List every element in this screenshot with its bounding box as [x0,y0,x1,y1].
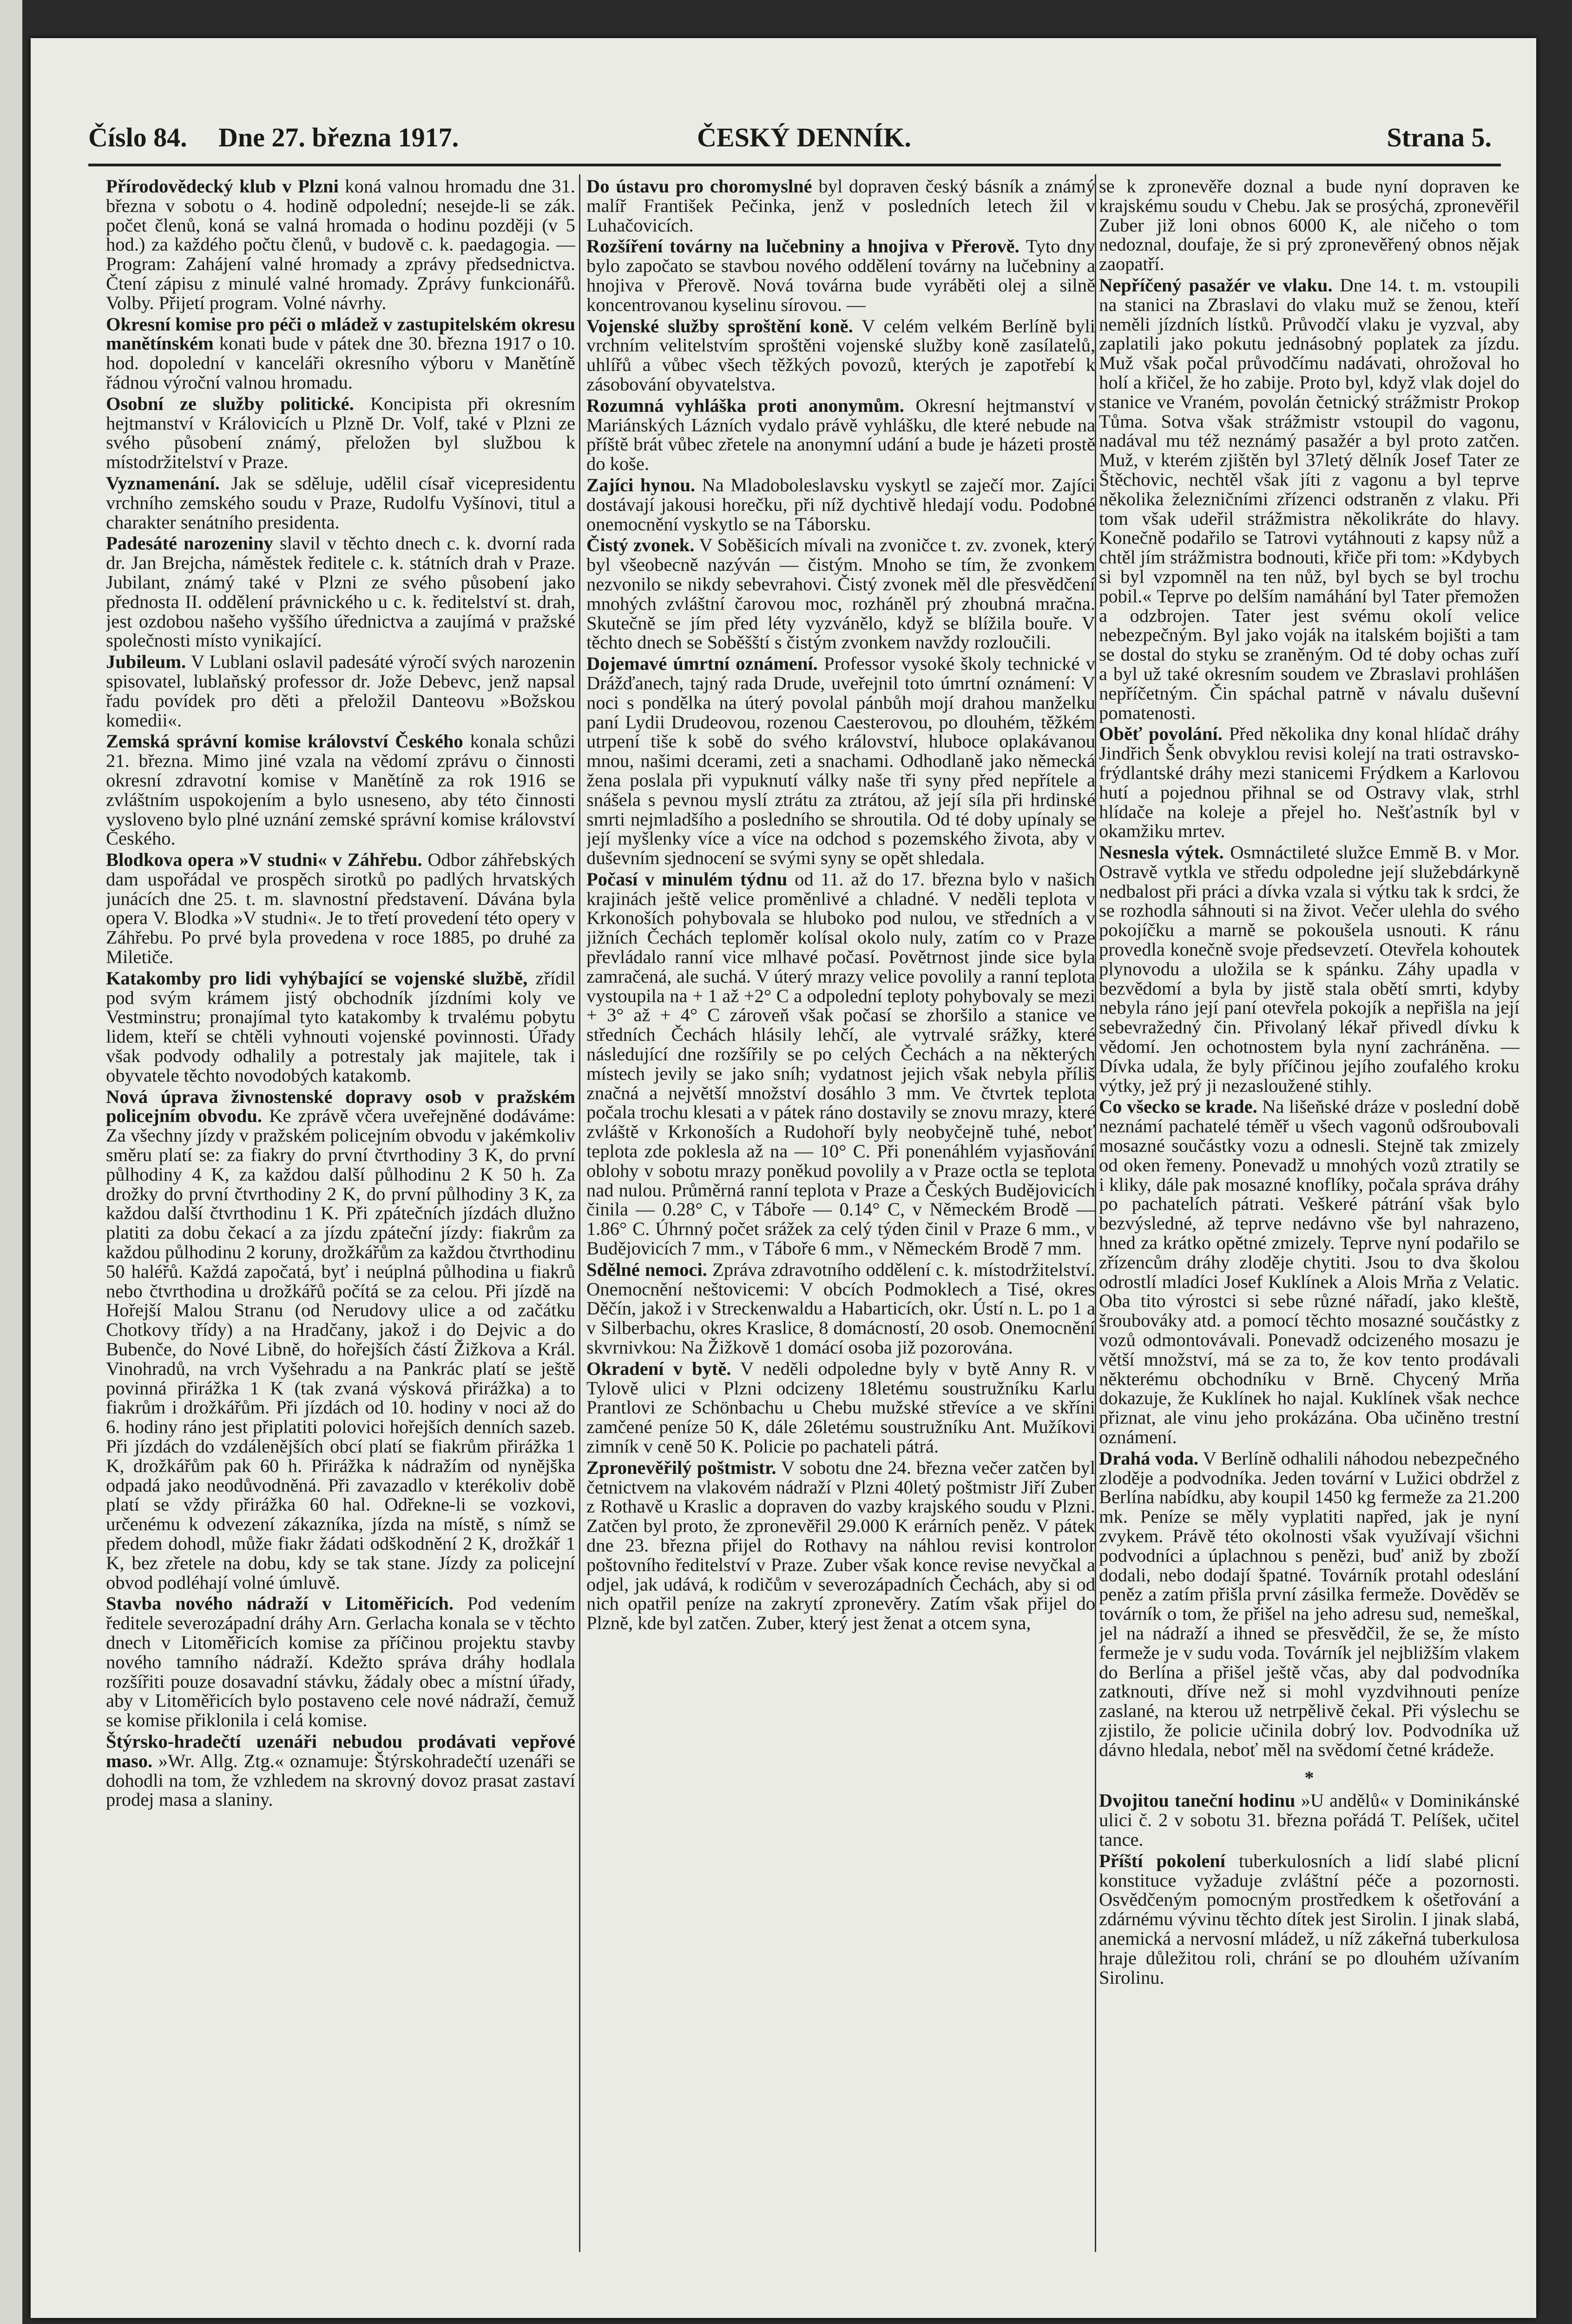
article [586,1359,1095,1456]
article [106,177,575,313]
article [106,394,575,472]
article-body: Osmnáctileté služce Emmě B. v Mor. Ostravě vytkla ve středu odpoledne její služebdárkyně nedbalost při práci a dívka vzala si výtku tak k srdci, že se rozhodla sáhnouti si na život. Večer ulehla do svého pokojíčku a marně se pokoušela usnouti. K ránu provedla konečně svoje předsevzetí. Otevřela kohoutek plynovodu a uložila se k spánku. Záhy upadla v bezvědomí a byla by jistě stala obětí smrti, kdyby nebyla ráno její paní otevřela pokojík a nepřišla na její sebevražedný čin. Přivolaný lékař přivedl dívku k vědomí. Jen ochotnostem byla nyní zachráněna. — Dívka udala, že byly příčinou jejího zoufalého kroku výtky, jež prý ji nezasloužené stihly. [1099,842,1519,1096]
issue-number: Číslo 84. [88,122,187,152]
article [106,969,575,1085]
article-headline: Čistý zvonek. [586,535,695,556]
article [106,1087,575,1592]
article [1099,1791,1519,1849]
masthead-title: ČESKÝ DENNÍK. [697,122,911,152]
article-body: Odbor záhřebských dam uspořádal ve prospěch sirotků po padlých hrvatských junácích dne 25. t. m. slavnostní představení. Dávána byla opera V. Blodka »V studni«. Je to třetí provedení této opery v Záhřebu. Po prvé byla provedena v roce 1885, po druhé za Miletiče. [106,849,575,968]
article-body: byl dopraven český básník a známý malíř František Pečinka, jenž v posledních letech žil v Luhačovicích. [586,177,1095,236]
article [106,850,575,967]
article-body: se k zpronevěře doznal a bude nyní dopraven ke krajskému soudu v Chebu. Jak se prosýchá, zpronevěřil Zuber již loni obnos 6000 K, ale ničeho o tom nedoznal, doufaje, že si prý zpronevěřený obnos nějak zaopatří. [1099,177,1519,275]
article-body: Koncipista při okresním hejtmanství v Královicích u Plzně Dr. Volf, také v Plzni ze svého působení známý, přeložen byl službou k místodržitelství v Praze. [106,393,575,473]
article-body: konati bude v pátek dne 30. března 1917 o 10. hod. dopolední v kanceláři okresního výboru v Manětíně řádnou výroční valnou hromadu. [106,333,575,393]
article-body: tuberkulosních a lidí slabé plicní konstituce vyžaduje zvláštní péče a pozornosti. Osvědčeným pomocným prostředkem k ošetřování a zdárnému vývinu těchto dítek jest Sirolin. I jinak slabá, anemická a nervosní mládež, u níž zákeřná tuberkulosa hraje důležitou roli, chrání se po dlouhém užívaním Sirolinu. [1099,1850,1519,1988]
article-body: od 11. až do 17. března bylo v našich krajinách ještě velice proměnlivé a chladné. V neděli teplota v Krkonoších pohybovala se hluboko pod nulou, ve středních a v jižních Čechách teploměr kolísal okolo nuly, zatím co v Praze převládalo ranní vice mlhavé počasí. Povětrnost jinde sice byla zamračená, ale suchá. V úterý mrazy velice povolily a ranní teplota vystoupila na + 1 až +2° C a odpolední teploty pohybovaly se mezi + 3° až + 4° C zároveň však počasí se zhoršilo a stanice ve středních Čechách hlásily lehčí, ale vytrvalé srážky, které následující dne rozšířily se po celých Čechách a na některých místech jevily se jako sníh; vydatnost jejich však nebyla příliš značná a největší množství dosáhlo 3 mm. Ve čtvrtek teplota počala trochu klesati a v pátek ráno dostavily se znovu mrazy, které zvláště v Krkonoších a Rudohoří byly neobyčejně tuhé, neboť teplota zde poklesla až na — 10° C. Při ponenáhlém vyjasňování oblohy v sobotu mrazy poněkud povolily a v Praze octla se teplota nad nulou. Průměrná ranní teplota v Praze a Českých Budějovicích činila — 0.28° C, v Táboře — 0.14° C, v Německém Brodě — 1.86° C. Úhrnný počet srážek za celý týden činil v Praze 6 mm., v Budějovicích 7 mm., v Táboře 6 mm., v Německém Brodě 7 mm. [586,868,1095,1259]
article [1099,724,1519,841]
article [106,1594,575,1730]
article-headline: Dojemavé úmrtní oznámení. [586,653,818,674]
article [586,237,1095,314]
article-headline: Blodkova opera »V studni« v Záhřebu. [106,849,422,871]
article [586,1260,1095,1357]
article-body: Jak se sděluje, udělil císař vicepresidentu vrchního zemského soudu v Praze, Rudolfu Vyšínovi, titul a charakter senátního presidenta. [106,472,575,533]
article-headline: Štýrsko-hradečtí uzenáři nebudou prodávati vepřové maso. [106,1730,575,1771]
article-body: Tyto dny bylo započato se stavbou nového oddělení továrny na lučebniny a hnojiva v Přerově. Nová továrna bude vyráběti olej a silně koncentrovanou kyselinu sírovou. — [586,236,1095,315]
article [1099,276,1519,722]
article [1099,1097,1519,1446]
article-headline: Počasí v minulém týdnu [586,868,788,890]
article [106,534,575,650]
article-headline: Zpronevěřilý poštmistr. [586,1457,776,1478]
article-body: slavil v těchto dnech c. k. dvorní rada dr. Jan Brejcha, náměstek ředitele c. k. státních drah v Praze. Jubilant, známý také v Plzni ze svého působení jako přednosta II. oddělení právnického u c. k. ředitelství st. drah, jest ozdobou našeho vyššího úřednictva a zaujímá v pražské společnosti místo vynikající. [106,533,575,651]
article-body: konala schůzi 21. března. Mimo jiné vzala na vědomí zprávu o činnosti okresní zdravotní komise v Manětíně za rok 1916 se zvláštním uspokojením a bylo usneseno, aby této činnosti vysloveno bylo plné uznání zemské správní komise království Českého. [106,731,575,849]
article-headline: Sdělné nemoci. [586,1259,707,1280]
article-headline: Padesáté narozeniny [106,533,273,554]
column-3 [1099,177,1519,2250]
article-headline: Přírodovědecký klub v Plzni [106,177,339,197]
article [106,315,575,392]
issue-date: Dne 27. března 1917. [218,122,459,152]
article-headline: Příští pokolení [1099,1850,1225,1871]
article-headline: Katakomby pro lidi vyhýbající se vojenské službě, [106,967,528,989]
article [106,732,575,848]
article [1099,177,1519,274]
article-body: »Wr. Allg. Ztg.« oznamuje: Štýrskohradečtí uzenáři se dohodli na tom, že vzhledem na skrovný dovoz prasat zastaví prodej masa a slaniny. [106,1750,575,1810]
column-1 [106,177,575,2250]
article [586,396,1095,474]
article [1099,1449,1519,1760]
article-body: Okresní hejtmanství v Mariánských Lázních vydalo právě vyhlášku, dle které nebude na příště brát vůbec zřetele na anonymní udání a bude je házeti prostě do koše. [586,395,1095,475]
article-headline: Nepříčený pasažér ve vlaku. [1099,274,1333,296]
article-headline: Nová úprava živnostenské dopravy osob v pražském policejním obvodu. [106,1086,575,1127]
article-body: Na lišeňské dráze v poslední době neznámí pachatelé téměř u všech vagonů odšroubovali mosazné součástky vozu a odnesli. Stejně tak zmizely od oken řemeny. Ponevadž u mnohých vozů ztratily se i kliky, dále pak mosazné knoflíky, počala správa dráhy po pachatelích pátrati. Veškeré pátrání však bylo bezvýsledné, až teprve nedávno vše byl nahrazeno, hned za krátko opětné zmizely. Teprve nyní podařilo se zřízencům dráhy zloděje chytiti. Jsou to dva školou odrostlí mladíci Josef Kuklínek a Alois Mrňa z Velatic. Oba tito výrostci si sebe různé nářadí, jako kleště, šroubováky atd. a pomocí těchto mosazné součástky z vozů odmontovávali. Ponevadž odcizeného mosazu je větší množství, má se za to, že kov tento prodávali některému obchodníku v Brně. Chycený Mrňa dokazuje, že Kuklínek ho najal. Kuklínek však nechce přiznat, ale vinu jeho prokázána. Oba učiněno trestní oznámení. [1099,1096,1519,1447]
article-body: Na Mladoboleslavsku vyskytl se zaječí mor. Zajíci dostávají jakousi horečku, při níž dychtivě hledají vodu. Podobné onemocnění vyskytlo se na Táborsku. [586,474,1095,535]
article [586,317,1095,394]
article-body: Pod vedením ředitele severozápadní dráhy Arn. Gerlacha konala se v těchto dnech v Litoměřicích komise za příčinou projektu stavby nového tamního nádraží. Kdežto správa dráhy hodlala rozšířiti pouze dosavadní stávku, žádaly obec a místní úřady, aby v Litoměřicích bylo postaveno cele nové nádraží, čemuž se komise přiklonila i celá komise. [106,1593,575,1731]
article [586,870,1095,1258]
article-body: V sobotu dne 24. března večer zatčen byl četnictvem na vlakovém nádraží v Plzni 40letý poštmistr Jiří Zuber z Rothavě u Kraslic a dopraven do vazby krajského soudu v Plzni. Zatčen byl proto, že zpronevěřil 29.000 K erárních peněz. V pátek dne 23. března přijel do Rothavy na náhlou revisi kontrolor poštovního ředitelství v Praze. Zuber však konce revise nevyčkal a odjel, jak udává, k rodičům v severozápadních Čechách, aby si od nich opatřil peníze na zakrytí zpronevěry. Zatím však přijel do Plzně, kde byl zatčen. Zuber, který jest ženat a otcem syna, [586,1457,1095,1634]
page-header [88,122,1501,164]
column-2 [586,177,1095,2250]
article-headline: Rozumná vyhláška proti anonymům. [586,395,904,416]
article [586,654,1095,868]
article-headline: Dvojitou taneční hodinu [1099,1790,1296,1811]
article [106,474,575,532]
column-divider [579,174,580,2252]
article [586,535,1095,652]
article-body: »U andělů« v Dominikánské ulici č. 2 v sobotu 31. března pořádá T. Pelíšek, učitel tance. [1099,1790,1519,1850]
article-headline: Jubileum. [106,651,186,673]
article-body: zřídil pod svým krámem jistý obchodník jízdními koly ve Vestminstru; pronajímal tyto katakomby k trvalému pobytu lidem, kteří se chtěli vyhnouti vojenské povinnosti. Úřady však podvody odhalily a potrestaly jak majitele, tak i obyvatele těchto novodobých katakomb. [106,967,575,1086]
article-body: Professor vysoké školy technické v Drážďanech, tajný rada Drude, uveřejnil toto úmrtní oznámení: V noci s pondělka na úterý povolal pánbůh mojí drahou manželku paní Lydii Drudeovou, rozenou Caesterovou, po dlouhém, těžkém utrpení tiše k sobě do svého království, hluboce oplakávanou mnou, našimi dcerami, zeti a snachami. Odhodlaně jako německá žena poslala při vypuknutí války naše tři syny před nepřítele a snášela s pevnou myslí ztrátu za ztrátou, až její síla při hrdinské smrti nejmladšího a posledního se shroutila. Od té doby upínaly se její myšlenky více a více na odchod s pozemského života, aby v duševním sjednocení se svými syny se opět shledala. [586,653,1095,869]
article-headline: Nesnesla výtek. [1099,842,1224,863]
article [586,177,1095,235]
article-headline: Oběť povolání. [1099,723,1223,745]
article-headline: Stavba nového nádraží v Litoměřicích. [106,1593,454,1614]
article-headline: Vyznamenání. [106,472,220,494]
article-body: V Berlíně odhalili náhodou nebezpečného zloděje a podvodníka. Jeden tovární v Lužici obdržel z Berlína nabídku, aby koupil 1450 kg fermeže za 21.200 mk. Peníze se měly vyplatiti napřed, jak je nyní zvykem. Právě této okolnosti však využívají všichni podvodníci a úplachnou s penězi, buď aniž by zboží dodali, nebo dodají špatné. Továrník protahl odeslání peněz a zatím přišla první zásilka fermeže. Dověděv se továrník o tom, že přišel na jeho adresu sud, nemeškal, jel na nádraží a ihned se přesvědčil, že se, že místo fermeže je v sudu voda. Továrník jel nejbližším vlakem do Berlína a přišel ještě včas, aby dal podvodníka zatknouti, dříve než si mohl vyzdvihnouti peníze zaslané, na kterou už netrpělivě čekal. Při výslechu se zjistilo, že policie učinila dobrý lov. Podvodníka už dávno hledala, neboť měl na svědomí četné krádeže. [1099,1447,1519,1760]
header-rule [88,164,1501,166]
article [586,1458,1095,1633]
article-body: V Lublani oslavil padesáté výročí svých narozenin spisovatel, lublaňský professor dr. Jože Debevc, jenž napsal řadu povídek pro děti a přeložil Danteovu »Božskou komedii«. [106,651,575,731]
page-number: Strana 5. [1387,122,1492,152]
article-body: Dne 14. t. m. vstoupili na stanici na Zbraslavi do vlaku muž se ženou, kteří neměli jízdních lístků. Průvodčí vlaku je vyzval, aby zaplatili jako pokutu jednásobný poplatek za jízdu. Muž však počal průvodčímu nadávati, ohrožoval ho holí a křičel, že ho zabije. Proto byl, když vlak dojel do stanice ve Vraném, povolán četnický strážmistr Prokop Tůma. Sotva však strážmistr vstoupil do vagonu, nadával mu též neznámý pasažér a byl proto zatčen. Muž, v kterém zjištěn byl 37letý dělník Josef Tater ze Štěchovic, nechtěl však jíti z vagonu a byl teprve několika železničními zřízenci odstraněn z vlaku. Při tom však udeřil strážmistra několikráte do hlavy. Konečně podařilo se Tatrovi vytáhnouti z kapsy nůž a chtěl jím strážmistra bodnouti, křiče při tom: »Kdybych si byl vzpomněl na ten nůž, byl bych se byl trochu pobil.« Teprve po delším namáhání byl Tater přemožen a odzbrojen. Tater jest svému okolí velice nebezpečným. Byl jako voják na italském bojišti a tam se dostal do styku se zraněným. Od té doby ochas zuří a byl už také okresním soudem ve Zbraslavi prohlášen nepříčetným. Čin spáchal patrně v návalu duševní pomatenosti. [1099,274,1519,723]
article [106,652,575,730]
scan-edge [0,0,22,2324]
article-headline: Rozšíření továrny na lučebniny a hnojiva v Přerově. [586,236,1019,257]
article-body: koná valnou hromadu dne 31. března v sobotu o 4. hodině odpolední; nesejde-li se zák. počet členů, koná se valná hromada o hodinu později (v 5 hod.) za každého počtu členů, v budově c. k. paedagogia. — Program: Zahájení valné hromady a zprávy předsednictva. Čtení zápisu z minulé valné hromady. Zprávy funkcionářů. Volby. Přijetí program. Volné návrhy. [106,177,575,313]
article [1099,843,1519,1095]
article-headline: Okradení v bytě. [586,1358,731,1379]
article-body: V neděli odpoledne byly v bytě Anny R. v Tylově ulici v Plzni odcizeny 18letému soustružníku Karlu Prantlovi ze Schönbachu u Chebu mužské střevíce a ve skříni zamčené peníze 50 K, dále 26letému soustružníku Ant. Mužíkovi zimník v ceně 50 K. Policie po pachateli pátrá. [586,1358,1095,1457]
article-body: V celém velkém Berlíně byli vrchním velitelstvím sproštěni vojenské služby koně zasílatelů, uhlířů a vůbec všech těžkých povozů, kterých je zapotřebí k zásobování obyvatelstva. [586,315,1095,395]
article-body: Zpráva zdravotního oddělení c. k. místodržitelství. Onemocnění neštovicemi: V obcích Podmoklech a Tisé, okres Děčín, jakož i v Streckenwaldu a Habarticích, okr. Ústí n. L. po 1 a v Silberbachu, okres Kraslice, 8 domácností, 20 osob. Onemocnění skvrnivkou: Na Žižkově 1 domácí osoba již pozorována. [586,1259,1095,1358]
article [586,475,1095,534]
article-headline: Do ústavu pro choromyslné [586,177,812,197]
article-headline: Zemská správní komise království Českého [106,731,463,752]
article-headline: Drahá voda. [1099,1447,1198,1469]
article [106,1732,575,1809]
article [1099,1851,1519,1987]
article-headline: Osobní ze služby politické. [106,393,354,414]
article-body: V Soběšicích mívali na zvoničce t. zv. zvonek, který byl všeobecně nazýván — čistým. Mnoho se tím, že zvonkem nezvonilo se nikdy sebevrahovi. Čistý zvonek měl dle přesvědčení mnohých zvláštní čarovou moc, rozháněl prý zhoubná mračna. Skutečně se jím před léty vyzvánělo, když se blížila bouře. V těchto dnech se Soběšští s čistým zvonkem navždy rozloučili. [586,535,1095,653]
article-headline: Zajíci hynou. [586,474,695,495]
article-headline: Vojenské služby sproštění koně. [586,315,853,337]
article-headline: Co všecko se krade. [1099,1096,1257,1117]
section-star: * [1304,1767,1314,1788]
article-headline: Okresní komise pro péči o mládež v zastupitelském okresu manětínském [106,313,575,354]
article-body: Ke zprávě včera uveřejněné dodáváme: Za všechny jízdy v pražském policejním obvodu v jakémkoliv směru platí se: za fiakry do první čtvrthodiny 3 K, do první půlhodiny 4 K, za každou další půlhodinu 2 K 50 h. Za drožky do první čtvrthodiny 2 K, do první půlhodiny 3 K, za každou další čtvrthodinu 1 K. Při zpátečních jízdách dlužno platiti za dobu čekací a za jízdu zpáteční jízdy: fiakrům za každou půlhodinu 2 koruny, drožkářům za každou čtvrthodinu 50 haléřů. Každá započatá, byť i neúplná půlhodina u fiakrů nebo čtvrthodina u drožkářů počítá se za celou. Při jízdě na Hořejší Malou Stranu (od Nerudovy ulice a od začátku Chotkovy třídy) a na Hradčany, jakož i do Dejvic a do Bubenče, do Nové Libně, do hořejších částí Žižkova a Král. Vinohradů, na vrch Vyšehradu a na Pankrác platí se ještě povinná přirážka 1 K (tak zvaná výsková přirážka) a to fiakrům i drožkářům. Při jízdách od 10. hodiny v noci až do 6. hodiny ráno jest připlatiti polovici hořejších denních sazeb. Při jízdách do vzdálenějších obcí platí se fiakrům přirážka 1 K, drožkářům pak 60 h. Přirážka k nádražím od nynějška odpadá jako neodůvodněná. Při zavazadlo v kterékoliv době platí se vždy přirážka 60 hal. Odřekne-li se vozkovi, určenému k odvezení zákazníka, jízda na místě, s nímž se předem dohodl, může fiakr žádati odškodnění 2 K, drožkář 1 K, bez zřetele na dobu, kdy se tak stane. Jízdy za policejní obvod podléhají volné úmluvě. [106,1105,575,1593]
article-body: Před několika dny konal hlídač dráhy Jindřich Šenk obvyklou revisi kolejí na trati ostravsko-frýdlantské dráhy mezi stanicemi Frýdkem a Karlovou hutí a pojednou přihnal se od Ostravy vlak, strhl hlídače na koleje a přejel ho. Nešťastník byl v okamžiku mrtev. [1099,723,1519,842]
